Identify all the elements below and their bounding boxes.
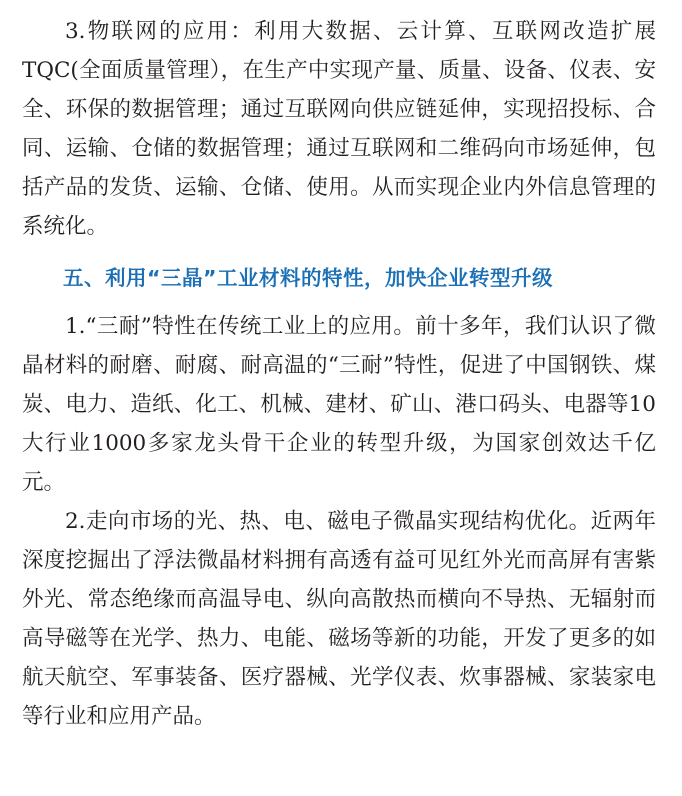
section-heading-five: 五、利用“三晶”工业材料的特性，加快企业转型升级	[63, 266, 553, 290]
paragraph-three-resistance: 1.“三耐”特性在传统工业上的应用。前十多年，我们认识了微晶材料的耐磨、耐腐、耐高温的“三耐”特性，促进了中国钢铁、煤炭、电力、造纸、化工、机械、建材、矿山、港口码头、电器等10大行业1000多家龙头骨干企业的转型升级，为国家创效达千亿元。	[22, 314, 656, 495]
spacer	[22, 246, 656, 248]
paragraph-iot-application: 3.物联网的应用：利用大数据、云计算、互联网改造扩展TQC(全面质量管理），在生产中实现产量、质量、设备、仪表、安全、环保的数据管理；通过互联网向供应链延伸，实现招投标、合同、运输、仓储的数据管理；通过互联网和二维码向市场延伸，包括产品的发货、运输、仓储、使用。从而实现企业内外信息管理的系统化。	[22, 19, 656, 239]
paragraph-market-optical: 2.走向市场的光、热、电、磁电子微晶实现结构优化。近两年深度挖掘出了浮法微晶材料拥有高透有益可见红外光而高屏有害紫外光、常态绝缘而高温导电、纵向高散热而横向不导热、无辐射而高导磁等在光学、热力、电能、磁场等新的功能，开发了更多的如航天航空、军事装备、医疗器械、光学仪表、炊事器械、家装家电等行业和应用产品。	[22, 509, 656, 729]
